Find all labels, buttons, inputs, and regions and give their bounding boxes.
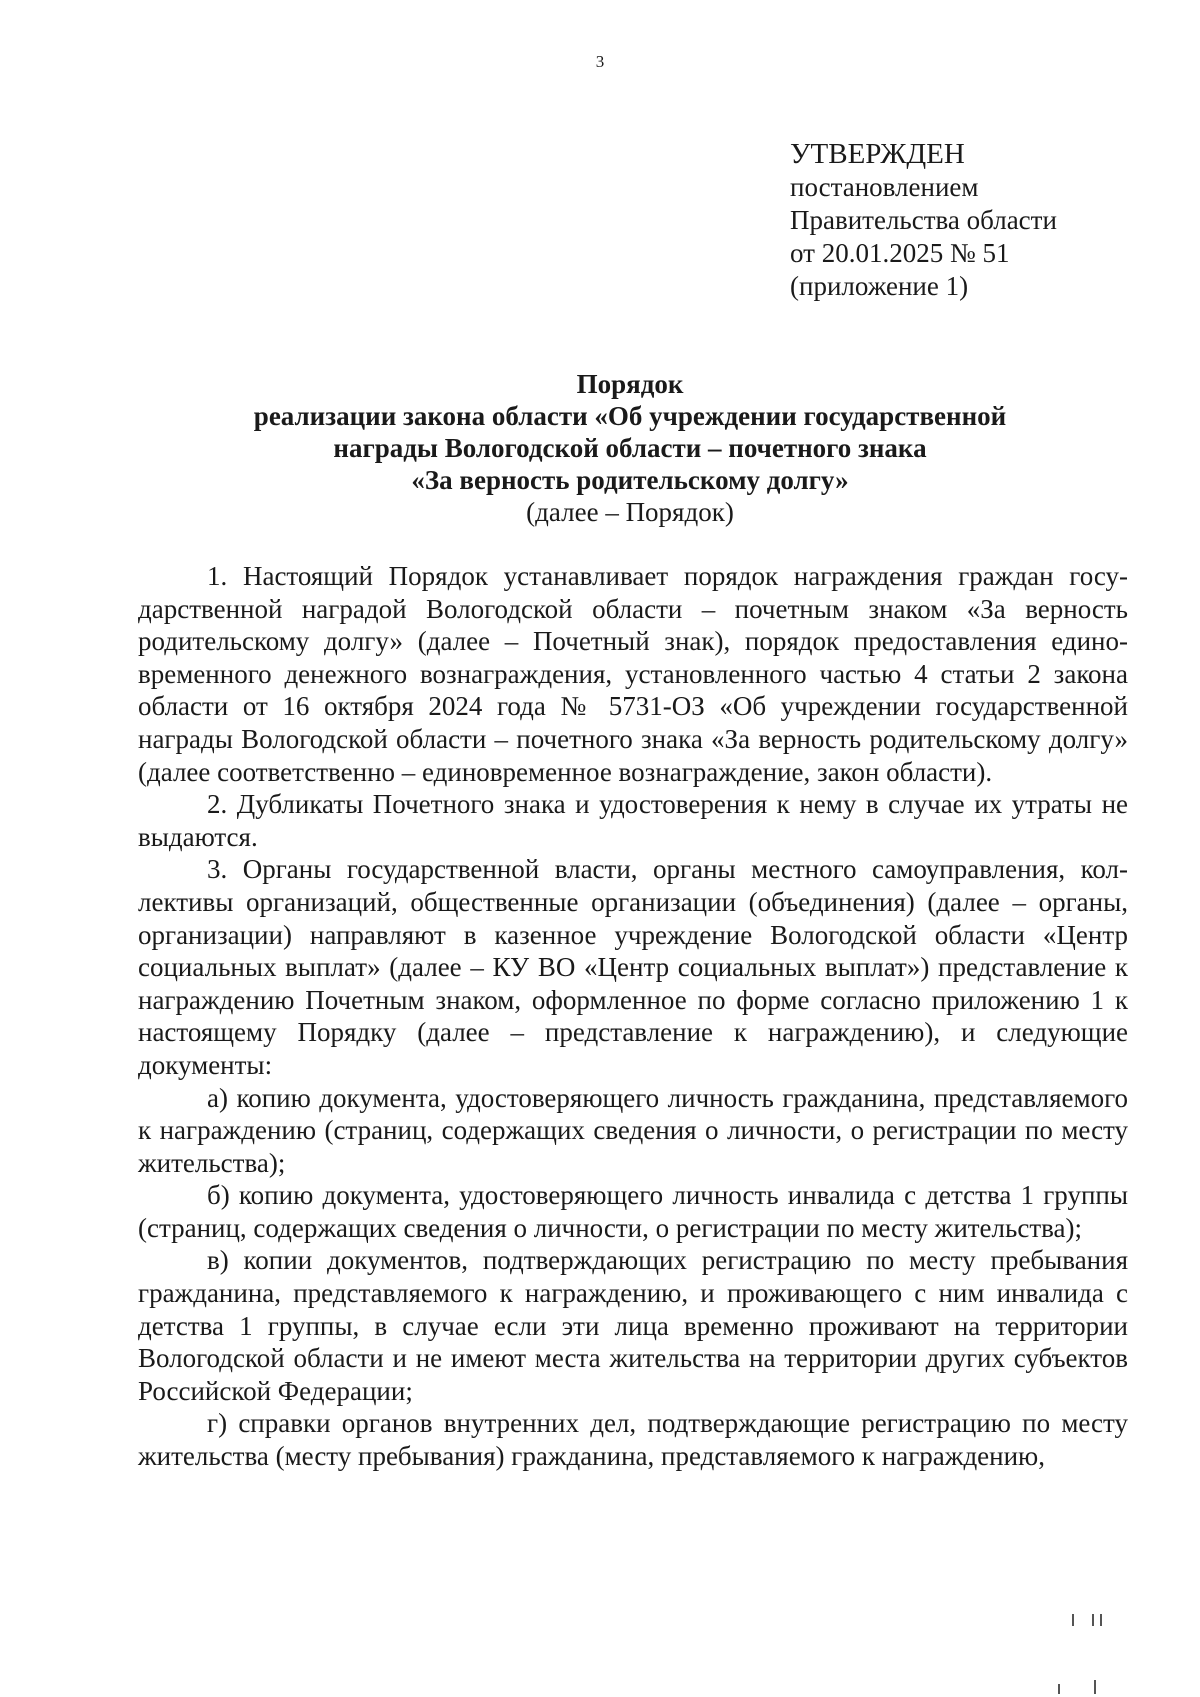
heading-line: награды Вологодской области – почетного знака — [333, 433, 927, 463]
approval-line: Правительства области — [790, 205, 1057, 235]
list-item-v: в) копии документов, подтверждающих регистрацию по месту пребывания гражданина, представляемого к награждению, и проживающего с ним инвалида с детства 1 группы, в случае если эти лица временно проживают на территории Вологодской области и не имеют места жительства на территории других субъектов Российской Федерации; — [138, 1245, 1128, 1406]
paragraph-1: 1. Настоящий Порядок устанавливает порядок награждения граждан государственной наградой Вологодской области – почетным знаком «За верность родительскому долгу» (далее – Почетный знак), порядок предоставления единовременного денежного вознаграждения, установленного частью 4 статьи 2 закона области от 16 октября 2024 года № 5731-ОЗ «Об учреждении государственной награды Вологодской области – почетного знака «За верность родительскому долгу» (далее соответственно – единовременное вознаграждение, закон области). — [138, 561, 1128, 787]
scan-artifact — [1072, 1614, 1074, 1626]
document-heading — [140, 368, 1120, 528]
heading-line: реализации закона области «Об учреждении государственной — [253, 401, 1007, 431]
scan-artifact — [1058, 1684, 1060, 1694]
approval-title: УТВЕРЖДЕН — [790, 138, 965, 170]
heading-line: «За верность родительскому долгу» — [411, 465, 849, 495]
list-item-a: а) копию документа, удостоверяющего личность гражданина, представляемого к награждению (страниц, содержащих сведения о личности, о регистрации по месту жительства); — [138, 1082, 1128, 1178]
list-item-b: б) копию документа, удостоверяющего личность инвалида с детства 1 группы (страниц, содержащих сведения о личности, о регистрации по месту жительства); — [138, 1180, 1128, 1243]
scan-artifact — [1100, 1614, 1102, 1626]
paragraph-3: 3. Органы государственной власти, органы местного самоуправления, коллективы организаций, общественные организации (объединения) (далее – органы, организации) направляют в казенное учреждение Вологодской области «Центр социальных выплат» (далее – КУ ВО «Центр социальных выплат») представление к награждению Почетным знаком, оформленное по форме согласно приложению 1 к настоящему Порядку (далее – представление к награждению), и следующие документы: — [138, 854, 1128, 1080]
page-number: 3 — [595, 52, 605, 71]
scan-artifact — [1092, 1614, 1094, 1626]
heading-line: Порядок — [576, 369, 684, 399]
list-item-g: г) справки органов внутренних дел, подтверждающие регистрацию по месту жительства (месту пребывания) гражданина, представляемого к награждению, — [138, 1408, 1128, 1472]
approval-line: (приложение 1) — [790, 271, 969, 301]
scan-artifact — [1094, 1680, 1096, 1694]
document-body — [138, 560, 1128, 1473]
approval-stamp — [790, 138, 1170, 303]
paragraph-2: 2. Дубликаты Почетного знака и удостоверения к нему в случае их утраты не выдаются. — [138, 789, 1128, 852]
heading-abbreviation: (далее – Порядок) — [526, 497, 734, 527]
approval-line: постановлением — [790, 172, 979, 202]
approval-line: от 20.01.2025 № 51 — [790, 238, 1010, 268]
